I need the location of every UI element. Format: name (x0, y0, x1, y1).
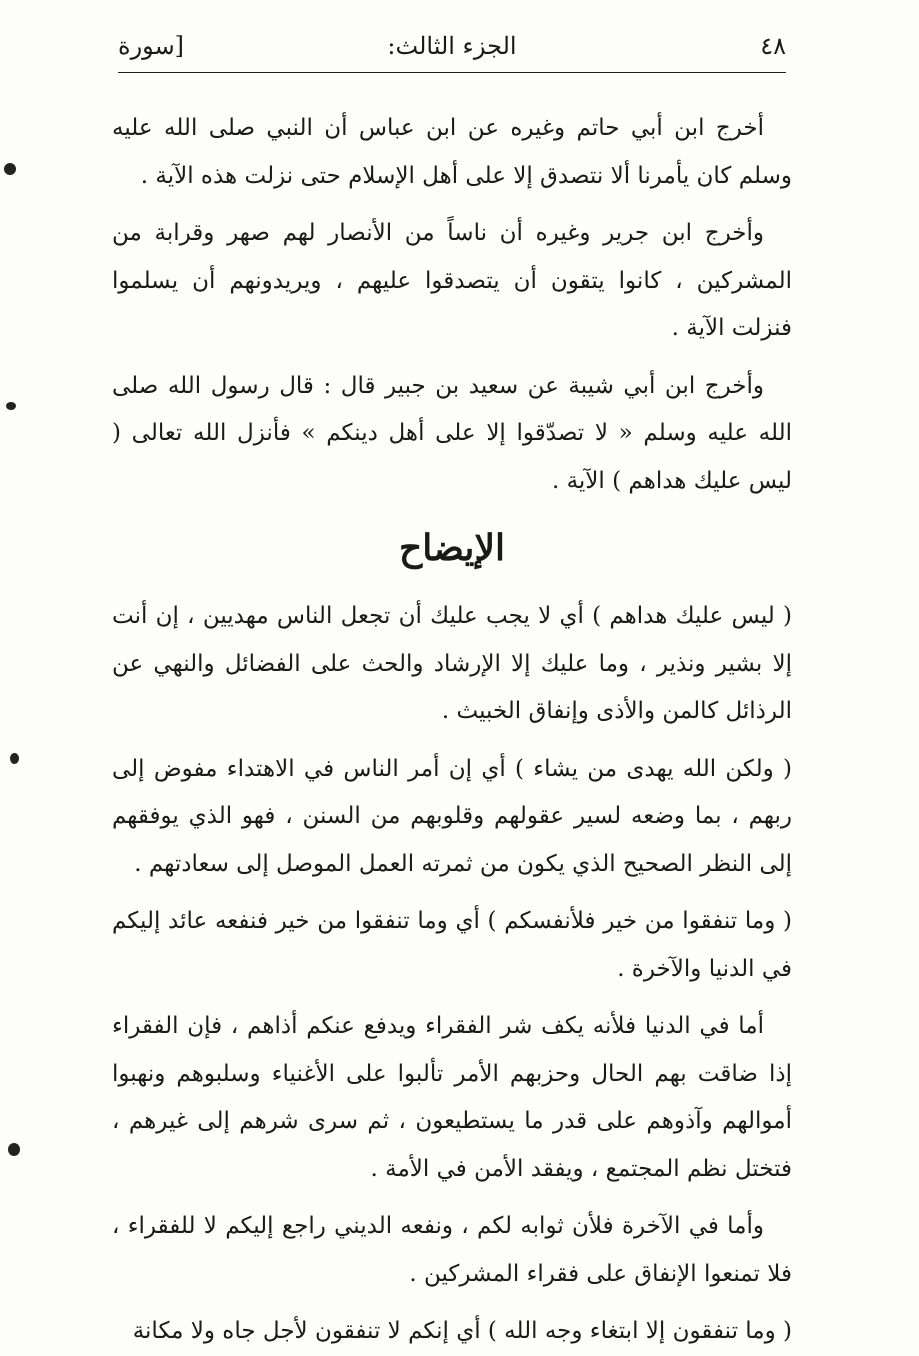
scan-spot (8, 1143, 20, 1156)
sura-label: [سورة (118, 32, 185, 60)
paragraph-explanation-6: ( وما تنفقون إلا ابتغاء وجه الله ) أي إنكم لا تنفقون لأجل جاه ولا مكانة (132, 1318, 792, 1344)
page-number: ٤٨ (760, 32, 786, 60)
scan-spot (10, 753, 19, 764)
paragraph-hadith-3: وأخرج ابن أبي شيبة عن سعيد بن جبير قال : قال رسول الله صلى الله عليه وسلم « لا تصدّقوا إلا على أهل دينكم » فأنزل الله تعالى ( ليس عليك هداهم ) الآية . (112, 372, 792, 494)
paragraph-explanation-5: وأما في الآخرة فلأن ثوابه لكم ، ونفعه الديني راجع إليكم لا للفقراء ، فلا تمنعوا الإنفاق على فقراء المشركين . (112, 1213, 792, 1287)
section-title: الإيضاح (399, 527, 505, 569)
header-rule (118, 72, 786, 73)
paragraph-explanation-1: ( ليس عليك هداهم ) أي لا يجب عليك أن تجعل الناس مهديين ، إن أنت إلا بشير ونذير ، وما عليك إلا الإرشاد والحث على الفضائل والنهي عن الرذائل كالمن والأذى وإنفاق الخبيث . (112, 603, 792, 724)
paragraph-hadith-2: وأخرج ابن جرير وغيره أن ناساً من الأنصار لهم صهر وقرابة من المشركين ، كانوا يتقون أن يتصدقوا عليهم ، ويريدونهم أن يسلموا فنزلت الآية . (112, 220, 792, 341)
scan-spot (6, 402, 16, 410)
paragraph-explanation-3: ( وما تنفقوا من خير فلأنفسكم ) أي وما تنفقوا من خير فنفعه عائد إليكم في الدنيا والآخرة . (112, 908, 792, 982)
paragraph-explanation-4: أما في الدنيا فلأنه يكف شر الفقراء ويدفع عنكم أذاهم ، فإن الفقراء إذا ضاقت بهم الحال وحزبهم الأمر تألبوا على الأغنياء وسلبوهم ونهبوا أموالهم وآذوهم على قدر ما يستطيعون ، ثم سرى شرهم إلى غيرهم ، فتختل نظم المجتمع ، ويفقد الأمن في الأمة . (112, 1013, 792, 1182)
part-title: الجزء الثالث: (387, 32, 517, 60)
page-body (112, 105, 792, 1356)
page-header (118, 30, 786, 72)
paragraph-explanation-2: ( ولكن الله يهدى من يشاء ) أي إن أمر الناس في الاهتداء مفوض إلى ربهم ، بما وضعه لسير عقولهم وقلوبهم من السنن ، فهو الذي يوفقهم إلى النظر الصحيح الذي يكون من ثمرته العمل الموصل إلى سعادتهم . (112, 755, 792, 877)
scan-spot (4, 163, 16, 175)
paragraph-hadith-1: أخرج ابن أبي حاتم وغيره عن ابن عباس أن النبي صلى الله عليه وسلم كان يأمرنا ألا نتصدق إلا على أهل الإسلام حتى نزلت هذه الآية . (112, 115, 792, 189)
